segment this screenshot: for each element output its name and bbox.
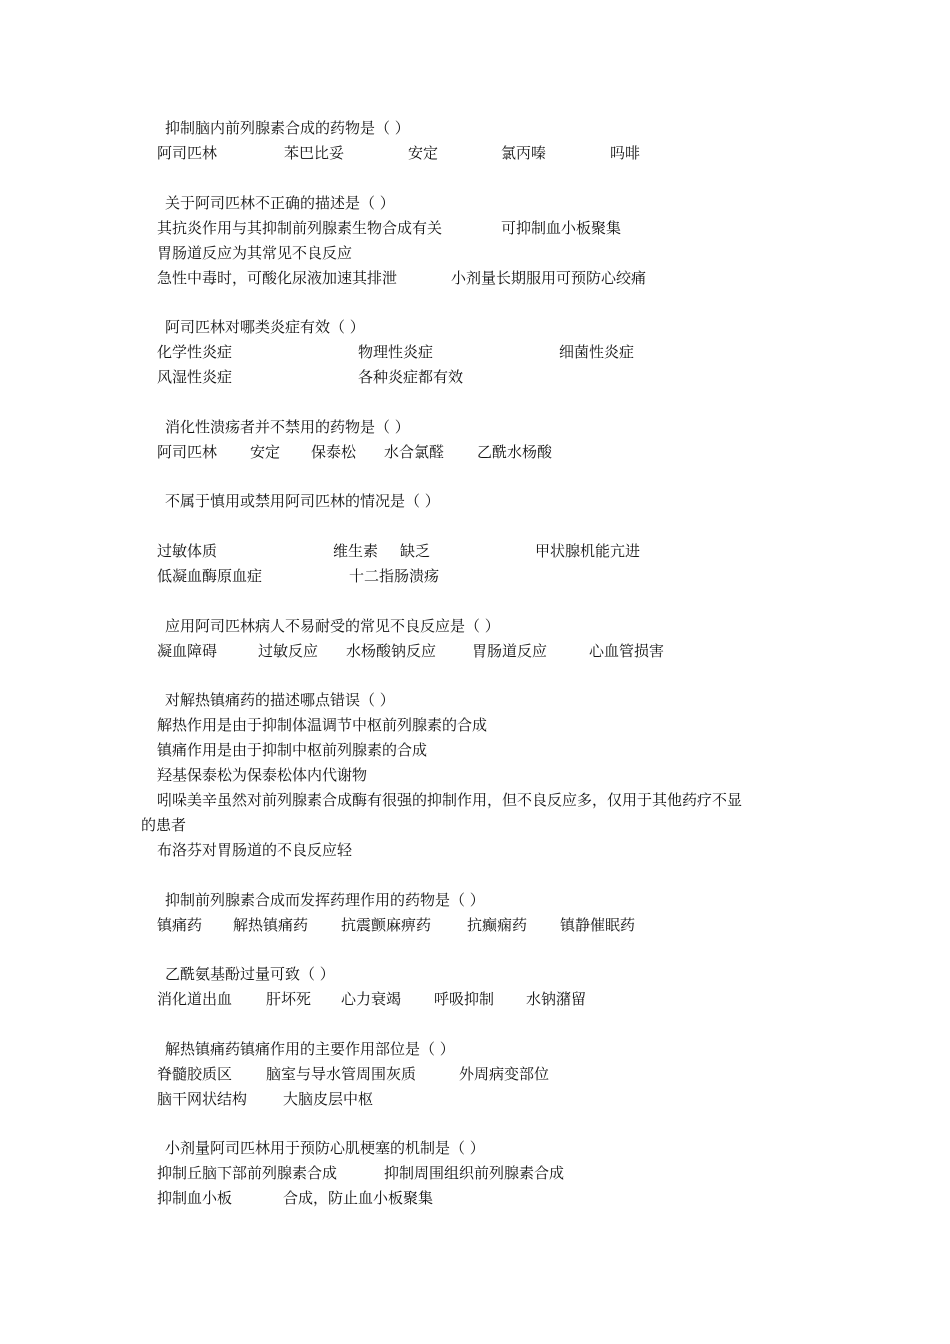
option: 水合氯醛 [384,443,445,461]
option: 细菌性炎症 [559,343,635,361]
option: 消化道出血 [157,990,233,1008]
option: 羟基保泰松为保泰松体内代谢物 [157,766,368,784]
option: 阿司匹林 [157,144,218,162]
option: 合成，防止血小板聚集 [283,1189,434,1207]
option: 肝坏死 [266,990,312,1008]
question-stem: 解热镇痛药镇痛作用的主要作用部位是（ ） [165,1040,455,1058]
option: 安定 [250,443,281,461]
option: 阿司匹林 [157,443,218,461]
option: 缺乏 [400,542,431,560]
option: 吲哚美辛虽然对前列腺素合成酶有很强的抑制作用，但不良反应多，仅用于其他药疗不显 [157,791,743,809]
option: 抑制丘脑下部前列腺素合成 [157,1164,338,1182]
option: 风湿性炎症 [157,368,233,386]
option: 小剂量长期服用可预防心绞痛 [451,269,647,287]
question-stem: 不属于慎用或禁用阿司匹林的情况是（ ） [165,492,440,510]
option: 镇痛作用是由于抑制中枢前列腺素的合成 [157,741,428,759]
option: 可抑制血小板聚集 [501,219,622,237]
option: 镇静催眠药 [560,916,636,934]
option: 吗啡 [610,144,641,162]
option: 物理性炎症 [358,343,434,361]
option: 心力衰竭 [341,990,402,1008]
option: 抑制血小板 [157,1189,233,1207]
option: 维生素 [333,542,379,560]
option: 化学性炎症 [157,343,233,361]
option-row [157,243,352,263]
option: 抗癫痫药 [467,916,528,934]
option: 心血管损害 [589,642,665,660]
option: 过敏体质 [157,542,218,560]
option: 水杨酸钠反应 [346,642,437,660]
option: 布洛芬对胃肠道的不良反应轻 [157,841,353,859]
option: 苯巴比妥 [284,144,345,162]
option: 脑室与导水管周围灰质 [266,1065,417,1083]
option: 外周病变部位 [459,1065,550,1083]
option: 保泰松 [311,443,357,461]
question-stem: 阿司匹林对哪类炎症有效（ ） [165,318,365,336]
option-row [157,790,742,810]
question-stem: 小剂量阿司匹林用于预防心肌梗塞的机制是（ ） [165,1139,485,1157]
option: 脑干网状结构 [157,1090,248,1108]
option: 乙酰水杨酸 [477,443,553,461]
option: 脊髓胶质区 [157,1065,233,1083]
option: 镇痛药 [157,916,203,934]
option-row [157,765,367,785]
option: 低凝血酶原血症 [157,567,263,585]
option: 呼吸抑制 [434,990,495,1008]
option-row [157,740,427,760]
option-row [157,840,352,860]
option: 水钠潴留 [526,990,587,1008]
option: 凝血障碍 [157,642,218,660]
option: 解热镇痛药 [233,916,309,934]
question-stem: 应用阿司匹林病人不易耐受的常见不良反应是（ ） [165,617,500,635]
question-stem: 关于阿司匹林不正确的描述是（ ） [165,194,395,212]
option: 甲状腺机能亢进 [535,542,641,560]
option: 各种炎症都有效 [358,368,464,386]
option: 抑制周围组织前列腺素合成 [384,1164,565,1182]
option: 氯丙嗪 [501,144,547,162]
option: 抗震颤麻痹药 [341,916,432,934]
option: 十二指肠溃疡 [349,567,440,585]
question-stem: 乙酰氨基酚过量可致（ ） [165,965,335,983]
option: 胃肠道反应 [472,642,548,660]
option: 过敏反应 [258,642,319,660]
option: 的患者 [141,816,187,834]
option-row-continuation [141,815,186,835]
question-stem: 抑制前列腺素合成而发挥药理作用的药物是（ ） [165,891,485,909]
question-stem: 对解热镇痛药的描述哪点错误（ ） [165,691,395,709]
option: 其抗炎作用与其抑制前列腺素生物合成有关 [157,219,443,237]
option: 安定 [408,144,439,162]
option: 大脑皮层中枢 [283,1090,374,1108]
option: 解热作用是由于抑制体温调节中枢前列腺素的合成 [157,716,488,734]
question-stem: 消化性溃疡者并不禁用的药物是（ ） [165,418,410,436]
question-stem: 抑制脑内前列腺素合成的药物是（ ） [165,119,410,137]
option: 急性中毒时，可酸化尿液加速其排泄 [157,269,398,287]
option-row [157,715,487,735]
option: 胃肠道反应为其常见不良反应 [157,244,353,262]
